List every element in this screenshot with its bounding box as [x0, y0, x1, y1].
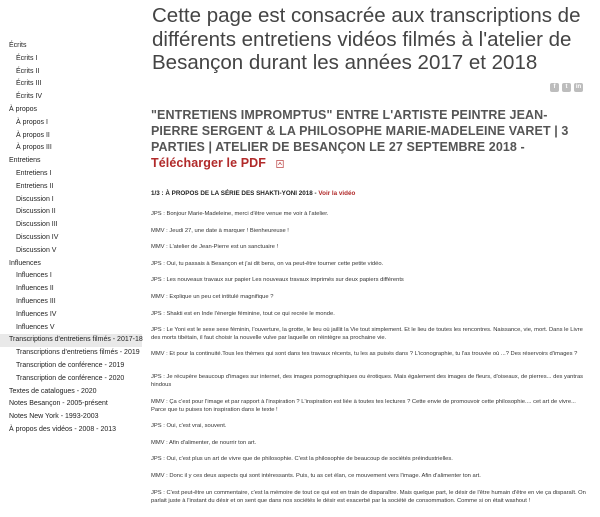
transcript-paragraph: JPS : Oui, c'est plus un art de vivre que de philosophie. C'est la philosophie de beaucoup de sociétés préindustrielles. — [151, 456, 453, 462]
article-title-text: "ENTRETIENS IMPROMPTUS" ENTRE L'ARTISTE PEINTRE JEAN-PIERRE SERGENT & LA PHILOSOPHE MARIE-MADELEINE VARET | 3 PARTIES | ATELIER DE BESANÇON LE 27 SEPTEMBRE 2018 - — [151, 108, 569, 154]
transcript-paragraph: JPS : Shakti est en Inde l'énergie féminine, tout ce qui recrée le monde. — [151, 311, 335, 317]
sidebar-item[interactable]: À propos — [9, 105, 38, 113]
download-pdf-link[interactable]: Télécharger le PDF — [151, 156, 267, 170]
sidebar-item[interactable]: À propos des vidéos - 2008 - 2013 — [9, 425, 117, 433]
sidebar-item[interactable]: Notes New York - 1993-2003 — [9, 413, 99, 421]
sidebar-item[interactable]: Influences II — [16, 285, 54, 293]
transcript-paragraph: JPS : Oui, c'est vrai, souvent. — [151, 423, 227, 429]
transcript-paragraph: JPS : Les nouveaux travaux sur papier Les nouveaux travaux imprimés sur deux papiers différents — [151, 277, 404, 283]
transcript-paragraph: MMV : Donc il y ces deux aspects qui sont intéressants. Puis, tu as cet élan, ce mouvement vers l'image. Afin d'alimenter ton art. — [151, 473, 481, 479]
sidebar-item[interactable]: Influences I — [16, 272, 52, 280]
sidebar-item[interactable]: À propos III — [16, 144, 52, 152]
sidebar-item[interactable]: Influences III — [16, 297, 56, 305]
transcript-paragraph: JPS : Le Yoni est le sexe sexe féminin, l'ouverture, la grotte, le lieu où jaillit la Vie tout simplement. Et le lieu de toutes les rencontres. Naissance, vie, mort. Dans le Livre des morts tibétain, il faut choisir la nouvelle vulve par laquelle on réintègre sa prochaine vie. — [151, 327, 583, 342]
transcript-paragraph: MMV : Jeudi 27, une date à marquer ! Bienheureuse ! — [151, 228, 289, 234]
sidebar-item[interactable]: Transcription de conférence - 2020 — [16, 374, 125, 382]
sidebar-item[interactable]: Discussion I — [16, 195, 54, 203]
facebook-icon[interactable]: f — [550, 83, 559, 92]
social-share-bar — [550, 83, 583, 92]
sidebar-nav — [0, 40, 142, 437]
article-title — [151, 107, 591, 171]
sidebar-item[interactable]: À propos I — [16, 118, 48, 126]
sidebar-item[interactable]: Transcriptions d'entretiens filmés - 2019 — [16, 349, 140, 357]
sidebar — [0, 0, 142, 517]
sidebar-item[interactable]: Discussion II — [16, 208, 56, 216]
sidebar-item[interactable]: Influences V — [16, 323, 55, 331]
sidebar-item[interactable]: Textes de catalogues - 2020 — [9, 387, 97, 395]
transcript-paragraph: JPS : Oui, tu passais à Besançon et j'ai dit bens, on va peut-être tourner cette petite vidéo. — [151, 261, 384, 267]
sidebar-item[interactable]: Notes Besançon - 2005-présent — [9, 400, 108, 408]
sidebar-item[interactable]: Entretiens II — [16, 182, 54, 190]
page-title: Cette page est consacrée aux transcriptions de différents entretiens vidéos filmés à l'atelier de Besançon durant les années 2017 et 2018 — [152, 4, 581, 74]
sidebar-item[interactable]: À propos II — [16, 131, 50, 139]
sidebar-item[interactable]: Discussion III — [16, 221, 58, 229]
sidebar-item[interactable]: Entretiens — [9, 157, 41, 165]
sidebar-item[interactable]: Écrits III — [16, 80, 42, 88]
transcript-paragraph: MMV : Afin d'alimenter, de nourrir ton art. — [151, 440, 257, 446]
twitter-icon[interactable]: t — [562, 83, 571, 92]
transcript-paragraph: JPS : C'est peut-être un commentaire, c'est la mémoire de tout ce qui est en train de disparaître. Mais quelque part, le désir de l'être humain d'être en vie ça disparaît. On parlait juste à l'instant du désir et on sent que dans nos sociétés le désir est exacerbé par la société de consommation. Comme si on était washout ! — [151, 490, 586, 505]
sidebar-item[interactable]: Influences — [9, 259, 41, 267]
sidebar-item[interactable]: Écrits I — [16, 54, 38, 62]
transcript-paragraph: JPS : Bonjour Marie-Madeleine, merci d'être venue me voir à l'atelier. — [151, 211, 329, 217]
transcript-paragraph: MMV : L'atelier de Jean-Pierre est un sanctuaire ! — [151, 244, 279, 250]
sidebar-item[interactable]: Discussion IV — [16, 233, 59, 241]
sidebar-item[interactable]: Écrits — [9, 42, 27, 49]
main-content — [145, 0, 595, 517]
sidebar-item[interactable]: Discussion V — [16, 246, 57, 254]
sidebar-item[interactable]: Influences IV — [16, 310, 57, 318]
watch-video-link[interactable]: Voir la vidéo — [318, 190, 356, 197]
transcript-paragraph: MMV : Explique un peu cet intitulé magnifique ? — [151, 294, 274, 300]
section-subhead-text: 1/3 : À PROPOS DE LA SÉRIE DES SHAKTI-YONI 2018 - — [151, 190, 317, 197]
transcript-paragraph: MMV : Et pour la continuité.Tous les thèmes qui sont dans tes travaux récents, tu les as puisés dans ? L'iconographie, tu l'as trouvée où ...? Des réservoirs d'images ? — [151, 351, 578, 357]
pdf-icon[interactable] — [276, 160, 284, 168]
transcript-paragraph: MMV : Ça c'est pour l'image et par rapport à l'inspiration ? L'inspiration est liée à toutes tes lectures ? Cette envie de promouvoir cette philosophie.... cet art de vivre... Parce que tu puises ton inspiration dans le texte ! — [151, 399, 576, 414]
sidebar-item[interactable]: Transcriptions d'entretiens filmés - 2017-18 — [0, 334, 142, 347]
section-subhead — [151, 190, 355, 197]
sidebar-item[interactable]: Transcription de conférence - 2019 — [16, 361, 125, 369]
linkedin-icon[interactable]: in — [575, 84, 582, 90]
sidebar-item[interactable]: Écrits IV — [16, 93, 43, 101]
sidebar-item[interactable]: Entretiens I — [16, 169, 52, 177]
transcript-paragraph: JPS : Je récupère beaucoup d'images sur internet, des images pornographiques ou érotiques. Mais également des images de fleurs, d'oiseaux, de pierres... des yantras hindous — [151, 374, 584, 389]
sidebar-item[interactable]: Écrits II — [16, 67, 40, 75]
